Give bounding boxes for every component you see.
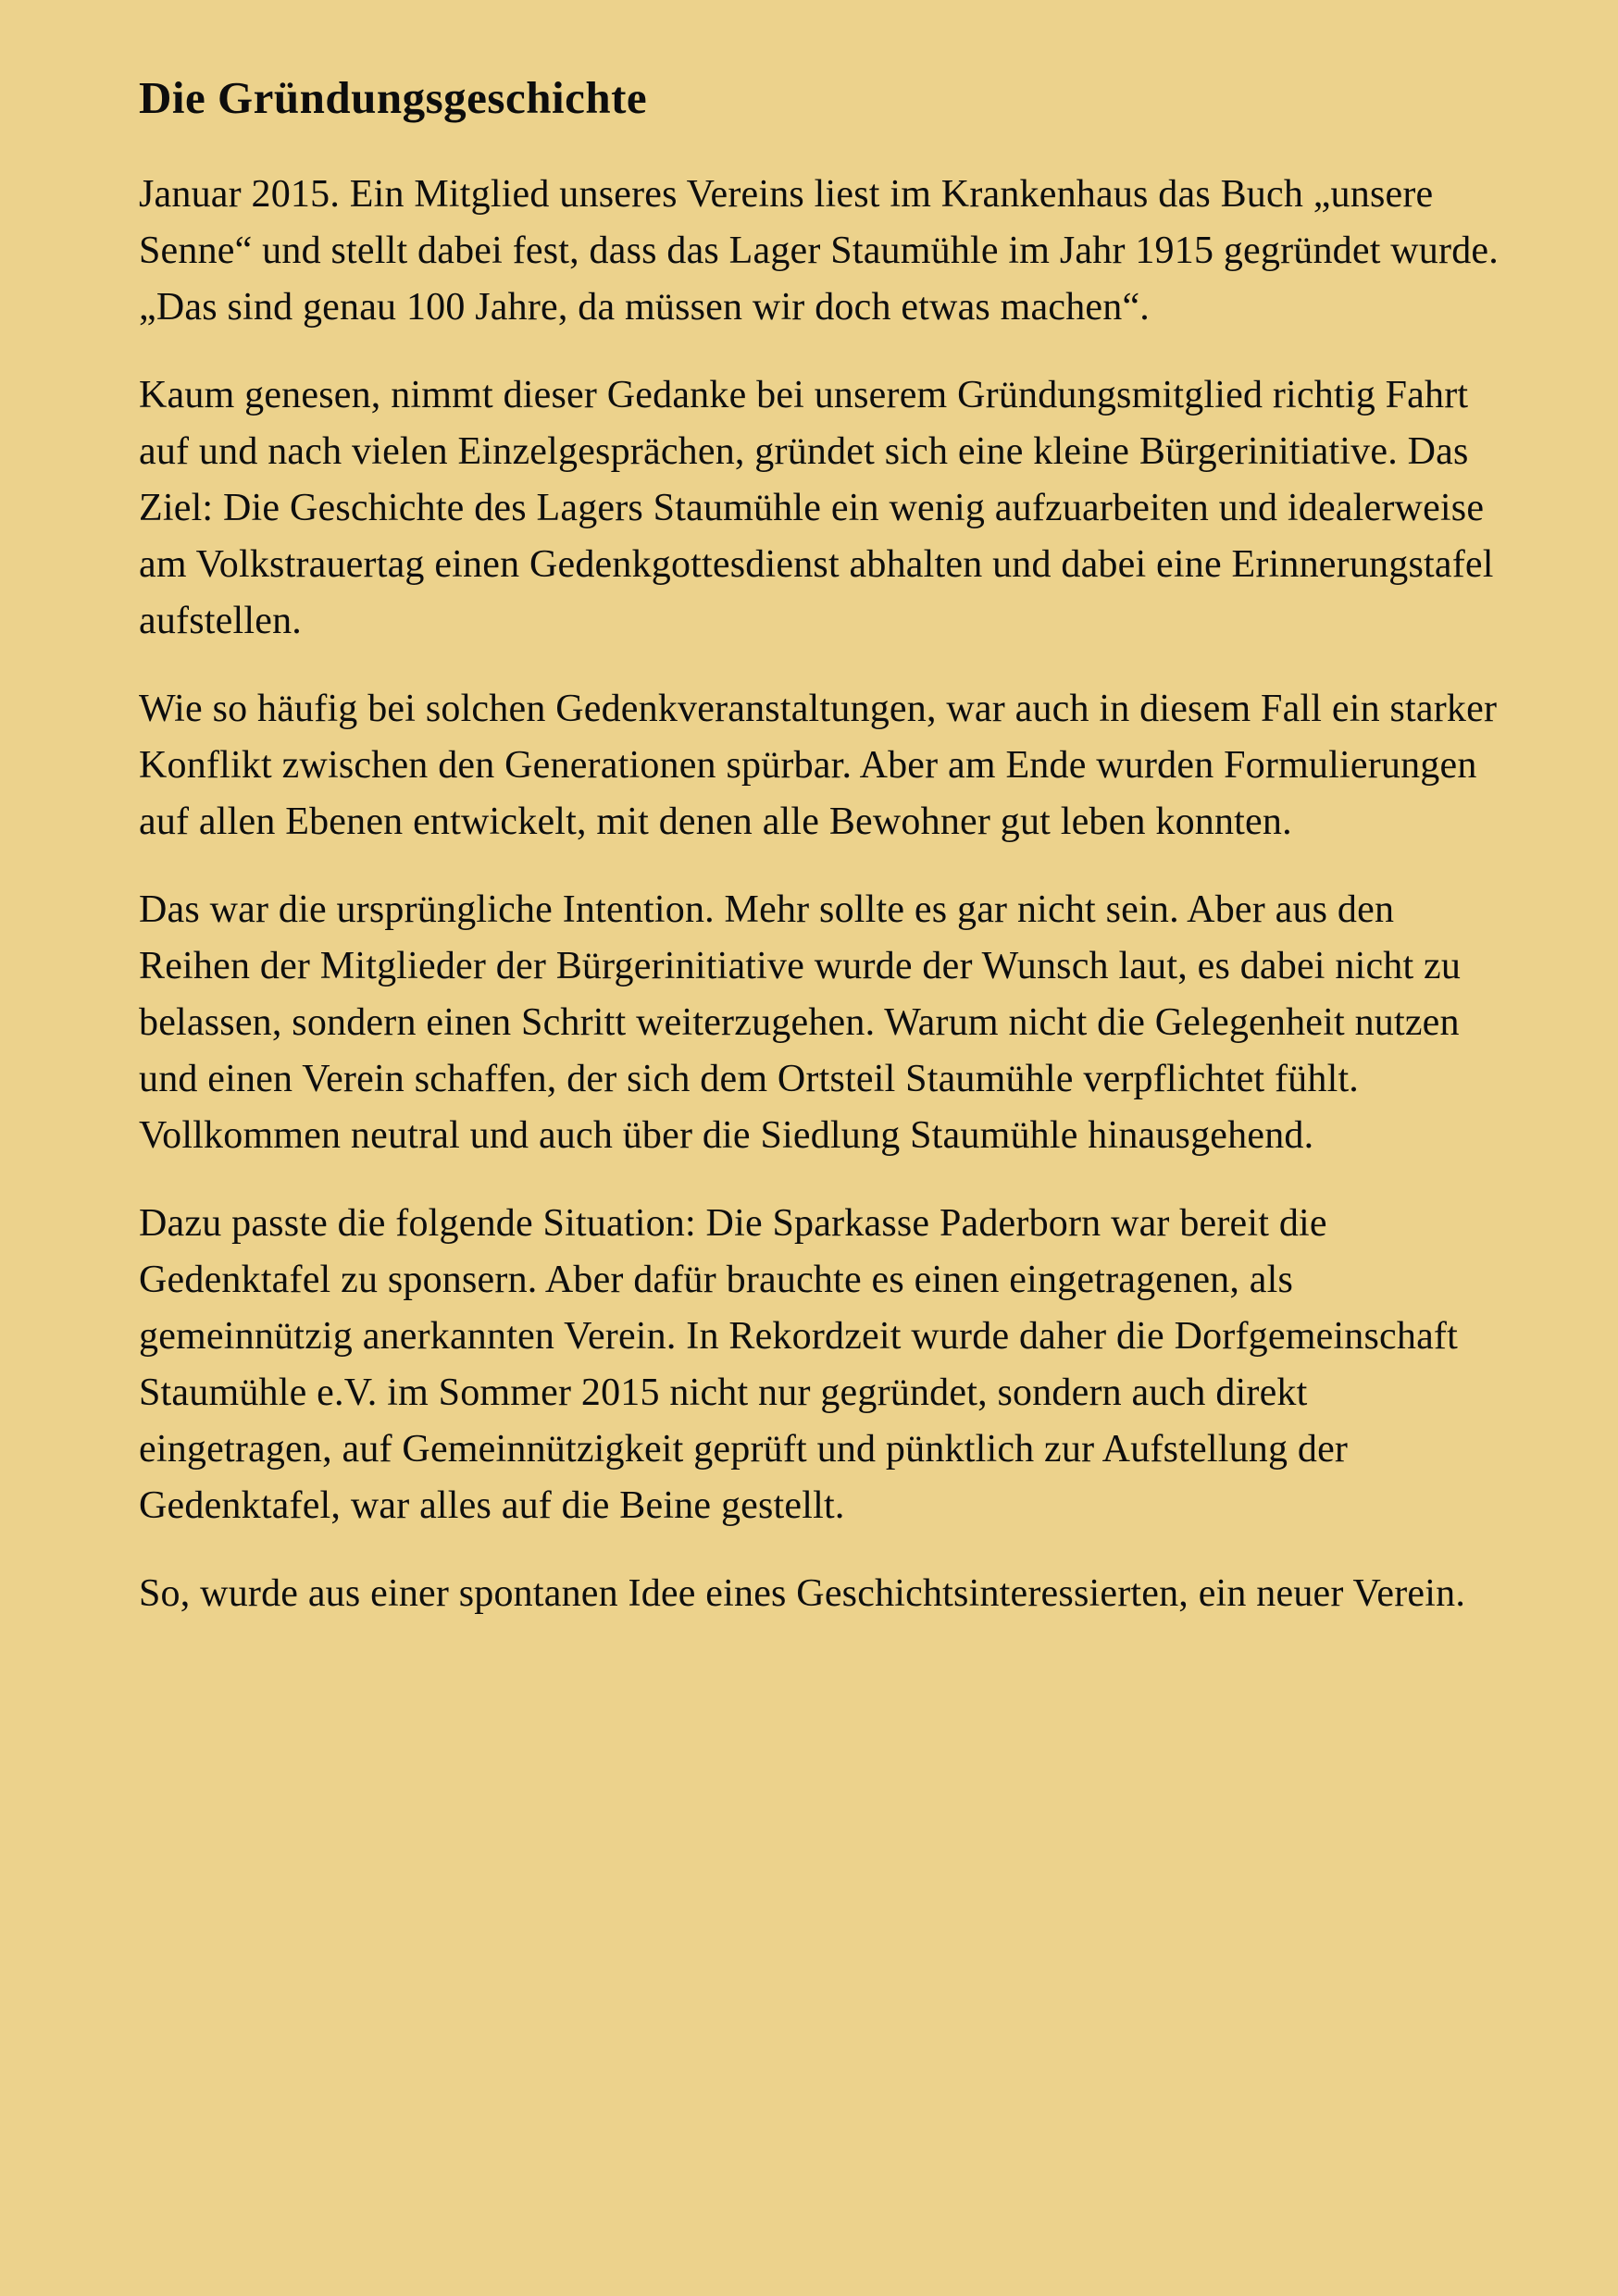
- paragraph-founding-idea: Januar 2015. Ein Mitglied unseres Vereins liest im Krankenhaus das Buch „unsere Senne“ und stellt dabei fest, dass das Lager Staumühle im Jahr 1915 gegründet wurde. „Das sind genau 100 Jahre, da müssen wir doch etwas machen“.: [139, 173, 1499, 329]
- paragraph-citizens-initiative: Kaum genesen, nimmt dieser Gedanke bei unserem Gründungsmitglied richtig Fahrt auf und nach vielen Einzelgesprächen, gründet sich eine kleine Bürgerinitiative. Das Ziel: Die Geschichte des Lagers Staumühle ein wenig aufzuarbeiten und idealerweise am Volkstrauertag einen Gedenkgottesdienst abhalten und dabei eine Erinnerungstafel aufstellen.: [139, 374, 1494, 643]
- paragraph-sparkasse-sponsoring: Dazu passte die folgende Situation: Die Sparkasse Paderborn war bereit die Gedenktafel zu sponsern. Aber dafür brauchte es einen eingetragenen, als gemeinnützig anerkannten Verein. In Rekordzeit wurde daher die Dorfgemeinschaft Staumühle e.V. im Sommer 2015 nicht nur gegründet, sondern auch direkt eingetragen, auf Gemeinnützigkeit geprüft und pünktlich zur Aufstellung der Gedenktafel, war alles auf die Beine gestellt.: [139, 1202, 1458, 1528]
- paragraph-generation-conflict: Wie so häufig bei solchen Gedenkveranstaltungen, war auch in diesem Fall ein starker Konflikt zwischen den Generationen spürbar. Aber am Ende wurden Formulierungen auf allen Ebenen entwickelt, mit denen alle Bewohner gut leben konnten.: [139, 688, 1498, 844]
- paragraph-conclusion: So, wurde aus einer spontanen Idee eines Geschichtsinteressierten, ein neuer Verein.: [139, 1572, 1466, 1616]
- page-title: Die Gründungsgeschichte: [139, 72, 648, 123]
- paragraph-original-intention: Das war die ursprüngliche Intention. Mehr sollte es gar nicht sein. Aber aus den Reihen der Mitglieder der Bürgerinitiative wurde der Wunsch laut, es dabei nicht zu belassen, sondern einen Schritt weiterzugehen. Warum nicht die Gelegenheit nutzen und einen Verein schaffen, der sich dem Ortsteil Staumühle verpflichtet fühlt. Vollkommen neutral und auch über die Siedlung Staumühle hinausgehend.: [139, 888, 1462, 1158]
